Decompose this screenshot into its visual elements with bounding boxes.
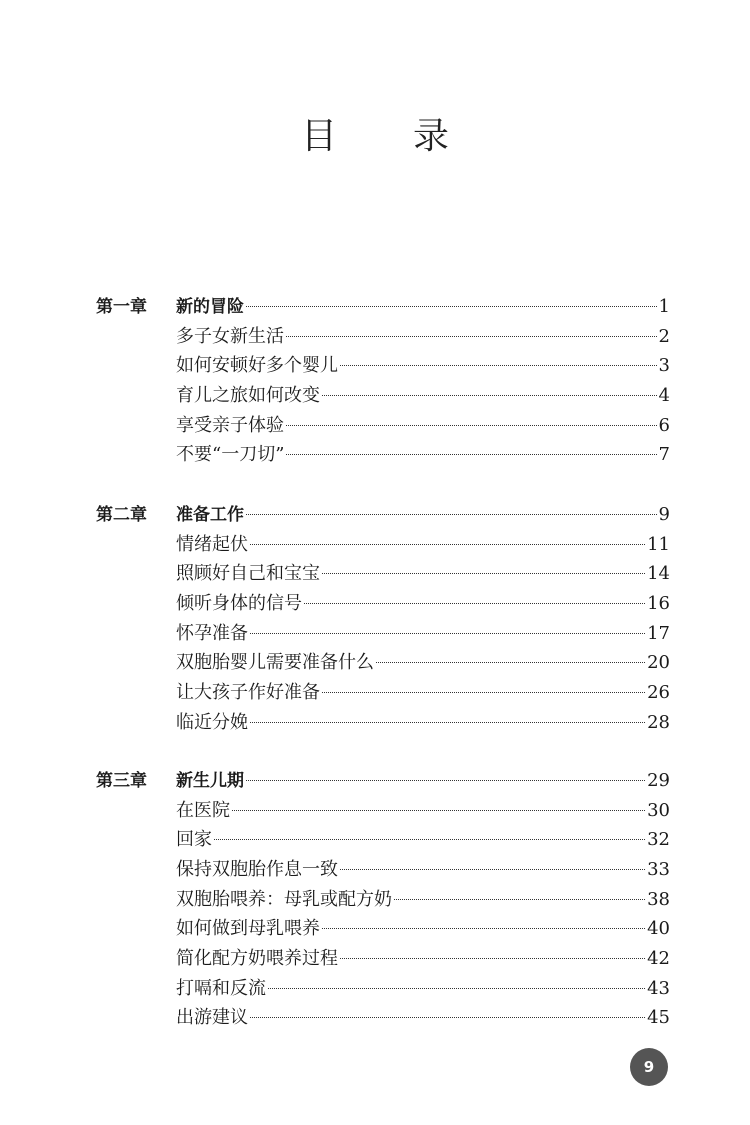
entry-title: 临近分娩 xyxy=(176,711,248,733)
entry-page: 4 xyxy=(658,384,670,406)
toc-entry[interactable] xyxy=(96,942,670,972)
entry-page: 43 xyxy=(647,977,670,999)
entry-page: 45 xyxy=(647,1007,670,1029)
dot-leader xyxy=(340,365,657,366)
toc-chapter-heading[interactable] xyxy=(96,498,670,528)
dot-leader xyxy=(250,722,645,723)
dot-leader xyxy=(286,425,657,426)
entry-title: 准备工作 xyxy=(176,505,244,526)
dot-leader xyxy=(304,603,645,604)
toc-entry[interactable] xyxy=(96,706,670,736)
entry-page: 9 xyxy=(658,504,670,526)
entry-page: 17 xyxy=(647,622,670,644)
dot-leader xyxy=(322,573,645,574)
toc-entry[interactable] xyxy=(96,379,670,409)
entry-title: 打嗝和反流 xyxy=(176,977,266,999)
entry-title: 新的冒险 xyxy=(176,297,244,318)
entry-title: 多子女新生活 xyxy=(176,325,284,347)
entry-page: 16 xyxy=(647,592,670,614)
dot-leader xyxy=(214,839,645,840)
toc-chapter-3 xyxy=(96,764,670,1031)
entry-title: 双胞胎婴儿需要准备什么 xyxy=(176,652,374,674)
toc-entry[interactable] xyxy=(96,853,670,883)
entry-title: 双胞胎喂养：母乳或配方奶 xyxy=(176,888,392,910)
dot-leader xyxy=(246,306,657,307)
dot-leader xyxy=(250,1017,645,1018)
entry-page: 42 xyxy=(647,947,670,969)
entry-page: 3 xyxy=(658,355,670,377)
dot-leader xyxy=(268,988,645,989)
entry-title: 保持双胞胎作息一致 xyxy=(176,858,338,880)
toc-entry[interactable] xyxy=(96,320,670,350)
dot-leader xyxy=(232,810,645,811)
toc-entry[interactable] xyxy=(96,617,670,647)
chapter-number: 第二章 xyxy=(96,505,147,526)
entry-page: 11 xyxy=(647,533,670,555)
toc-entry[interactable] xyxy=(96,794,670,824)
toc-entry[interactable] xyxy=(96,1002,670,1032)
dot-leader xyxy=(250,633,645,634)
entry-page: 38 xyxy=(647,888,670,910)
entry-title: 新生儿期 xyxy=(176,771,244,792)
entry-page: 7 xyxy=(658,444,670,466)
chapter-number: 第一章 xyxy=(96,297,147,318)
toc-entry[interactable] xyxy=(96,557,670,587)
dot-leader xyxy=(322,928,645,929)
toc-entry[interactable] xyxy=(96,676,670,706)
dot-leader xyxy=(340,958,645,959)
toc-chapter-heading[interactable] xyxy=(96,290,670,320)
dot-leader xyxy=(286,454,656,455)
entry-page: 1 xyxy=(658,296,670,318)
entry-title: 享受亲子体验 xyxy=(176,414,284,436)
dot-leader xyxy=(322,395,657,396)
toc-chapter-heading[interactable] xyxy=(96,764,670,794)
entry-title: 育儿之旅如何改变 xyxy=(176,384,320,406)
entry-page: 20 xyxy=(647,652,670,674)
entry-title: 倾听身体的信号 xyxy=(176,592,302,614)
toc-entry[interactable] xyxy=(96,646,670,676)
entry-page: 29 xyxy=(647,770,670,792)
entry-title: 简化配方奶喂养过程 xyxy=(176,947,338,969)
entry-title: 回家 xyxy=(176,829,212,851)
entry-title: 不要“一刀切” xyxy=(176,444,285,466)
entry-title: 在医院 xyxy=(176,799,230,821)
toc-entry[interactable] xyxy=(96,349,670,379)
entry-page: 30 xyxy=(647,799,670,821)
dot-leader xyxy=(394,899,645,900)
toc-entry[interactable] xyxy=(96,528,670,558)
entry-page: 33 xyxy=(647,858,670,880)
entry-title: 情绪起伏 xyxy=(176,533,248,555)
title-char-2: 录 xyxy=(413,116,450,157)
entry-title: 出游建议 xyxy=(176,1007,248,1029)
dot-leader xyxy=(286,336,657,337)
dot-leader xyxy=(322,692,645,693)
page-title xyxy=(0,112,750,162)
entry-page: 2 xyxy=(658,325,670,347)
entry-title: 如何做到母乳喂养 xyxy=(176,918,320,940)
toc-entry[interactable] xyxy=(96,912,670,942)
dot-leader xyxy=(246,780,645,781)
entry-page: 28 xyxy=(647,711,670,733)
title-char-1: 目 xyxy=(300,116,337,157)
toc-chapter-1 xyxy=(96,290,670,468)
toc-entry[interactable] xyxy=(96,587,670,617)
entry-page: 32 xyxy=(647,829,670,851)
toc-entry[interactable] xyxy=(96,409,670,439)
toc-entry[interactable] xyxy=(96,883,670,913)
toc-entry[interactable] xyxy=(96,438,670,468)
entry-page: 26 xyxy=(647,681,670,703)
toc-entry[interactable] xyxy=(96,823,670,853)
entry-page: 14 xyxy=(647,563,670,585)
entry-title: 照顾好自己和宝宝 xyxy=(176,563,320,585)
chapter-number: 第三章 xyxy=(96,771,147,792)
dot-leader xyxy=(246,514,657,515)
page-number-badge: 9 xyxy=(630,1048,668,1086)
dot-leader xyxy=(250,544,645,545)
entry-page: 6 xyxy=(658,414,670,436)
entry-title: 怀孕准备 xyxy=(176,622,248,644)
dot-leader xyxy=(340,869,645,870)
dot-leader xyxy=(376,662,645,663)
toc-entry[interactable] xyxy=(96,972,670,1002)
entry-title: 让大孩子作好准备 xyxy=(176,681,320,703)
toc-chapter-2 xyxy=(96,498,670,736)
entry-title: 如何安顿好多个婴儿 xyxy=(176,355,338,377)
entry-page: 40 xyxy=(647,918,670,940)
